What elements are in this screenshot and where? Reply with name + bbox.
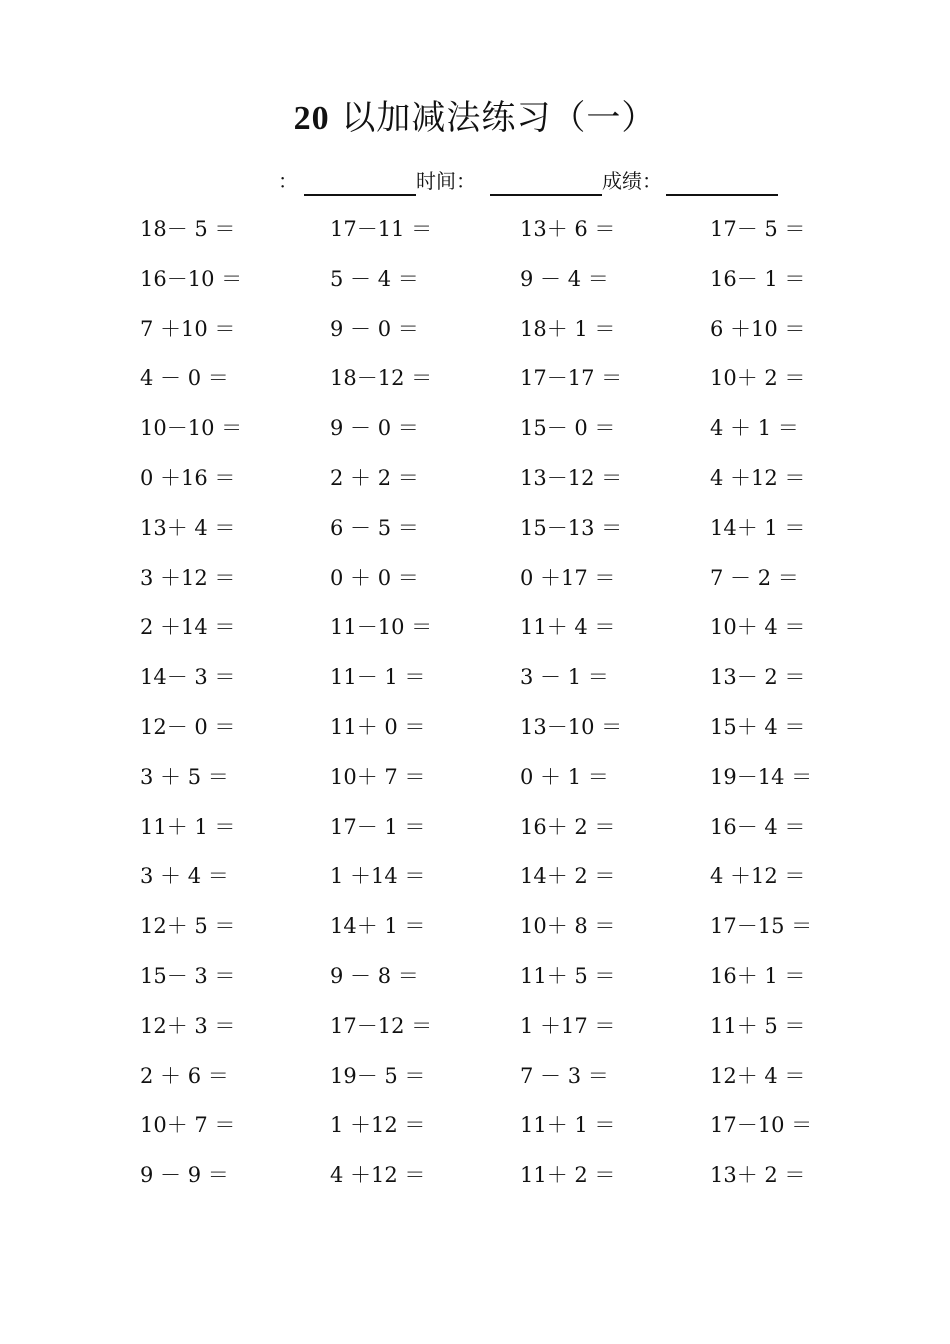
- problem-item: 4 ＋12 ＝: [330, 1163, 426, 1188]
- problem-item: 10＋ 2 ＝: [710, 366, 806, 391]
- problem-item: 1 ＋14 ＝: [330, 864, 426, 889]
- problem-item: 16－10 ＝: [140, 266, 243, 291]
- problem-item: 19－ 5 ＝: [330, 1063, 426, 1088]
- problem-item: 7 ＋10 ＝: [140, 316, 236, 341]
- score-blank[interactable]: [666, 168, 778, 196]
- time-blank[interactable]: [490, 168, 602, 196]
- problem-item: 13－ 2 ＝: [710, 665, 806, 690]
- problem-item: 15－ 3 ＝: [140, 963, 236, 988]
- problem-item: 11＋ 5 ＝: [520, 963, 616, 988]
- problem-item: 13＋ 6 ＝: [520, 217, 616, 241]
- problem-item: 2 ＋ 6 ＝: [140, 1063, 229, 1088]
- problem-item: 1 ＋17 ＝: [520, 1013, 616, 1038]
- problem-item: 2 ＋14 ＝: [140, 615, 236, 640]
- problem-item: 12＋ 3 ＝: [140, 1013, 236, 1038]
- problem-item: 19－14 ＝: [710, 764, 813, 789]
- problem-item: 4 ＋ 1 ＝: [710, 416, 799, 441]
- problem-item: 10＋ 7 ＝: [140, 1113, 236, 1138]
- problem-item: 14＋ 1 ＝: [710, 515, 806, 540]
- problem-item: 4 － 0 ＝: [140, 366, 229, 391]
- problem-item: 4 ＋12 ＝: [710, 864, 806, 889]
- problem-item: 1 ＋12 ＝: [330, 1113, 426, 1138]
- problem-item: 18＋ 1 ＝: [520, 316, 616, 341]
- problem-item: 16－ 1 ＝: [710, 266, 806, 291]
- problem-item: 14＋ 1 ＝: [330, 914, 426, 939]
- problem-item: 0 ＋ 0 ＝: [330, 565, 419, 590]
- problem-item: 15－ 0 ＝: [520, 416, 616, 441]
- problem-item: 10＋ 4 ＝: [710, 615, 806, 640]
- problem-item: 12＋ 4 ＝: [710, 1063, 806, 1088]
- problem-item: 11－10 ＝: [330, 615, 433, 640]
- problem-item: 10－10 ＝: [140, 416, 243, 441]
- problem-item: 14＋ 2 ＝: [520, 864, 616, 889]
- time-label: 时间：: [416, 169, 476, 193]
- problem-item: 13－10 ＝: [520, 714, 623, 739]
- score-label: 成绩：: [602, 169, 662, 193]
- problem-item: 3 － 1 ＝: [520, 665, 609, 690]
- problem-item: 11＋ 1 ＝: [520, 1113, 616, 1138]
- problem-item: 13－12 ＝: [520, 465, 623, 490]
- page-title: [0, 96, 950, 141]
- problem-item: 16＋ 2 ＝: [520, 814, 616, 839]
- problem-item: 10＋ 7 ＝: [330, 764, 426, 789]
- problem-item: 11＋ 5 ＝: [710, 1013, 806, 1038]
- title-number: 20: [293, 100, 330, 137]
- problem-item: 16－ 4 ＝: [710, 814, 806, 839]
- name-label: ：: [278, 169, 298, 193]
- problem-item: 12＋ 5 ＝: [140, 914, 236, 939]
- problem-item: 18－12 ＝: [330, 366, 433, 391]
- problem-item: 17－10 ＝: [710, 1113, 813, 1138]
- problem-item: 6 ＋10 ＝: [710, 316, 806, 341]
- problem-item: 2 ＋ 2 ＝: [330, 465, 419, 490]
- problem-item: 9 － 0 ＝: [330, 416, 419, 441]
- problem-item: 13＋ 2 ＝: [710, 1163, 806, 1188]
- problem-item: 11＋ 4 ＝: [520, 615, 616, 640]
- student-info-row: [278, 164, 778, 196]
- problem-item: 0 ＋16 ＝: [140, 465, 236, 490]
- problem-item: 5 － 4 ＝: [330, 266, 419, 291]
- problem-item: 9 － 4 ＝: [520, 266, 609, 291]
- problem-item: 11＋ 0 ＝: [330, 714, 426, 739]
- problem-item: 15＋ 4 ＝: [710, 714, 806, 739]
- name-blank[interactable]: [304, 168, 416, 196]
- problem-item: 7 － 2 ＝: [710, 565, 799, 590]
- problem-item: 9 － 0 ＝: [330, 316, 419, 341]
- problem-item: 12－ 0 ＝: [140, 714, 236, 739]
- problem-grid: [140, 205, 900, 1201]
- problem-item: 0 ＋17 ＝: [520, 565, 616, 590]
- problem-item: 4 ＋12 ＝: [710, 465, 806, 490]
- problem-item: 10＋ 8 ＝: [520, 914, 616, 939]
- problem-item: 15－13 ＝: [520, 515, 623, 540]
- problem-item: 0 ＋ 1 ＝: [520, 764, 609, 789]
- problem-item: 11＋ 2 ＝: [520, 1163, 616, 1188]
- problem-item: 3 ＋12 ＝: [140, 565, 236, 590]
- problem-item: 3 ＋ 5 ＝: [140, 764, 229, 789]
- problem-item: 13＋ 4 ＝: [140, 515, 236, 540]
- title-text: 以加减法练习（一）: [329, 98, 657, 138]
- problem-item: 6 － 5 ＝: [330, 515, 419, 540]
- problem-item: 9 － 9 ＝: [140, 1163, 229, 1188]
- problem-item: 17－ 1 ＝: [330, 814, 426, 839]
- problem-item: 11＋ 1 ＝: [140, 814, 236, 839]
- problem-item: 14－ 3 ＝: [140, 665, 236, 690]
- problem-item: 7 － 3 ＝: [520, 1063, 609, 1088]
- problem-item: 18－ 5 ＝: [140, 217, 236, 241]
- problem-item: 3 ＋ 4 ＝: [140, 864, 229, 889]
- problem-item: 11－ 1 ＝: [330, 665, 426, 690]
- problem-item: 17－15 ＝: [710, 914, 813, 939]
- problem-item: 16＋ 1 ＝: [710, 963, 806, 988]
- problem-item: 17－11 ＝: [330, 217, 433, 241]
- problem-item: 17－17 ＝: [520, 366, 623, 391]
- problem-item: 17－12 ＝: [330, 1013, 433, 1038]
- problem-item: 9 － 8 ＝: [330, 963, 419, 988]
- problem-item: 17－ 5 ＝: [710, 217, 806, 241]
